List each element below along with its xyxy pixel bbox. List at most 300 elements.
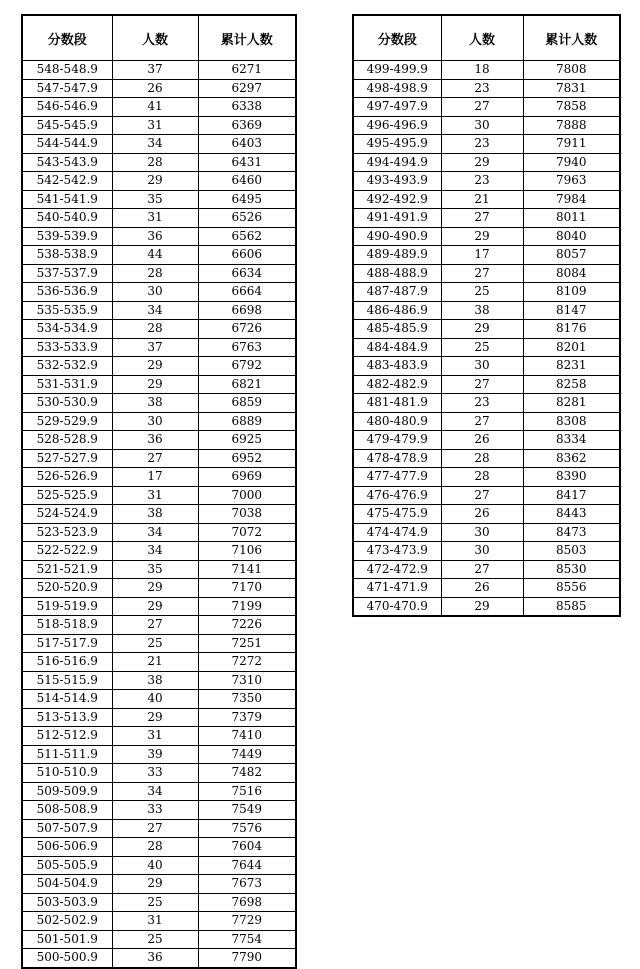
table-row <box>22 98 296 117</box>
score-range-cell: 480-480.9 <box>353 412 441 431</box>
score-table-right <box>352 14 621 617</box>
count-cell: 29 <box>441 227 523 246</box>
cumulative-cell: 7310 <box>198 671 296 690</box>
table-row <box>353 523 620 542</box>
cumulative-cell: 6403 <box>198 135 296 154</box>
table-row <box>22 745 296 764</box>
score-range-cell: 499-499.9 <box>353 61 441 80</box>
count-cell: 28 <box>112 264 198 283</box>
cumulative-cell: 7729 <box>198 912 296 931</box>
count-cell: 31 <box>112 727 198 746</box>
cumulative-cell: 7888 <box>523 116 620 135</box>
table-row <box>22 912 296 931</box>
table-body-right <box>353 61 620 617</box>
count-cell: 25 <box>112 893 198 912</box>
table-row <box>353 542 620 561</box>
score-range-cell: 542-542.9 <box>22 172 112 191</box>
table-row <box>22 930 296 949</box>
cumulative-cell: 8057 <box>523 246 620 265</box>
table-row <box>22 579 296 598</box>
score-range-cell: 472-472.9 <box>353 560 441 579</box>
table-row <box>22 616 296 635</box>
score-range-cell: 516-516.9 <box>22 653 112 672</box>
score-range-cell: 545-545.9 <box>22 116 112 135</box>
table-row <box>22 338 296 357</box>
table-row <box>22 560 296 579</box>
score-range-cell: 508-508.9 <box>22 801 112 820</box>
count-cell: 27 <box>441 98 523 117</box>
cumulative-cell: 7482 <box>198 764 296 783</box>
count-cell: 37 <box>112 338 198 357</box>
table-row <box>22 671 296 690</box>
score-range-cell: 541-541.9 <box>22 190 112 209</box>
score-range-cell: 490-490.9 <box>353 227 441 246</box>
cumulative-cell: 7940 <box>523 153 620 172</box>
table-row <box>22 246 296 265</box>
score-range-cell: 536-536.9 <box>22 283 112 302</box>
table-row <box>353 357 620 376</box>
table-row <box>353 79 620 98</box>
table-row <box>353 468 620 487</box>
cumulative-cell: 8084 <box>523 264 620 283</box>
count-cell: 40 <box>112 690 198 709</box>
cumulative-cell: 8040 <box>523 227 620 246</box>
cumulative-cell: 6460 <box>198 172 296 191</box>
cumulative-cell: 8417 <box>523 486 620 505</box>
table-row <box>353 375 620 394</box>
score-range-cell: 523-523.9 <box>22 523 112 542</box>
score-range-cell: 477-477.9 <box>353 468 441 487</box>
table-row <box>22 320 296 339</box>
count-cell: 33 <box>112 764 198 783</box>
cumulative-cell: 8308 <box>523 412 620 431</box>
cumulative-cell: 7808 <box>523 61 620 80</box>
header-count: 人数 <box>112 15 198 61</box>
table-row <box>22 468 296 487</box>
table-row <box>353 394 620 413</box>
cumulative-cell: 7673 <box>198 875 296 894</box>
score-range-cell: 522-522.9 <box>22 542 112 561</box>
cumulative-cell: 8258 <box>523 375 620 394</box>
score-range-cell: 507-507.9 <box>22 819 112 838</box>
cumulative-cell: 7790 <box>198 949 296 968</box>
score-range-cell: 476-476.9 <box>353 486 441 505</box>
count-cell: 25 <box>441 283 523 302</box>
table-row <box>22 153 296 172</box>
table-row <box>353 597 620 616</box>
count-cell: 25 <box>441 338 523 357</box>
cumulative-cell: 7350 <box>198 690 296 709</box>
count-cell: 21 <box>112 653 198 672</box>
count-cell: 28 <box>112 153 198 172</box>
cumulative-cell: 6889 <box>198 412 296 431</box>
cumulative-cell: 8390 <box>523 468 620 487</box>
table-row <box>22 875 296 894</box>
score-range-cell: 487-487.9 <box>353 283 441 302</box>
score-table-left <box>21 14 297 969</box>
cumulative-cell: 7698 <box>198 893 296 912</box>
count-cell: 30 <box>112 283 198 302</box>
cumulative-cell: 6969 <box>198 468 296 487</box>
table-row <box>353 135 620 154</box>
count-cell: 44 <box>112 246 198 265</box>
score-range-cell: 486-486.9 <box>353 301 441 320</box>
score-range-cell: 531-531.9 <box>22 375 112 394</box>
count-cell: 27 <box>441 560 523 579</box>
table-row <box>22 634 296 653</box>
count-cell: 27 <box>112 819 198 838</box>
score-range-cell: 504-504.9 <box>22 875 112 894</box>
table-row <box>353 227 620 246</box>
score-range-cell: 515-515.9 <box>22 671 112 690</box>
score-range-cell: 492-492.9 <box>353 190 441 209</box>
cumulative-cell: 7858 <box>523 98 620 117</box>
cumulative-cell: 8473 <box>523 523 620 542</box>
table-row <box>22 135 296 154</box>
count-cell: 23 <box>441 394 523 413</box>
table-row <box>353 320 620 339</box>
score-range-cell: 479-479.9 <box>353 431 441 450</box>
score-range-cell: 514-514.9 <box>22 690 112 709</box>
count-cell: 30 <box>441 523 523 542</box>
cumulative-cell: 6606 <box>198 246 296 265</box>
count-cell: 37 <box>112 61 198 80</box>
score-range-cell: 517-517.9 <box>22 634 112 653</box>
table-row <box>22 727 296 746</box>
count-cell: 29 <box>112 172 198 191</box>
count-cell: 23 <box>441 172 523 191</box>
cumulative-cell: 7170 <box>198 579 296 598</box>
cumulative-cell: 6495 <box>198 190 296 209</box>
table-row <box>22 172 296 191</box>
count-cell: 28 <box>112 320 198 339</box>
score-range-cell: 510-510.9 <box>22 764 112 783</box>
count-cell: 17 <box>441 246 523 265</box>
table-row <box>22 357 296 376</box>
count-cell: 38 <box>112 505 198 524</box>
score-range-cell: 506-506.9 <box>22 838 112 857</box>
cumulative-cell: 7072 <box>198 523 296 542</box>
score-range-cell: 525-525.9 <box>22 486 112 505</box>
cumulative-cell: 7251 <box>198 634 296 653</box>
score-range-cell: 548-548.9 <box>22 61 112 80</box>
table-row <box>22 838 296 857</box>
score-range-cell: 483-483.9 <box>353 357 441 376</box>
cumulative-cell: 7410 <box>198 727 296 746</box>
cumulative-cell: 7199 <box>198 597 296 616</box>
cumulative-cell: 6925 <box>198 431 296 450</box>
score-range-cell: 521-521.9 <box>22 560 112 579</box>
count-cell: 41 <box>112 98 198 117</box>
header-row <box>22 15 296 61</box>
cumulative-cell: 7272 <box>198 653 296 672</box>
table-row <box>22 412 296 431</box>
table-row <box>22 264 296 283</box>
score-range-cell: 494-494.9 <box>353 153 441 172</box>
count-cell: 21 <box>441 190 523 209</box>
count-cell: 29 <box>441 597 523 616</box>
count-cell: 26 <box>441 431 523 450</box>
cumulative-cell: 6792 <box>198 357 296 376</box>
score-range-cell: 547-547.9 <box>22 79 112 98</box>
count-cell: 27 <box>441 412 523 431</box>
table-row <box>22 375 296 394</box>
count-cell: 29 <box>441 153 523 172</box>
cumulative-cell: 6526 <box>198 209 296 228</box>
score-range-cell: 505-505.9 <box>22 856 112 875</box>
table-row <box>353 172 620 191</box>
count-cell: 29 <box>112 597 198 616</box>
score-range-cell: 496-496.9 <box>353 116 441 135</box>
count-cell: 29 <box>112 875 198 894</box>
table-row <box>353 338 620 357</box>
count-cell: 25 <box>112 930 198 949</box>
cumulative-cell: 8585 <box>523 597 620 616</box>
cumulative-cell: 8556 <box>523 579 620 598</box>
count-cell: 36 <box>112 227 198 246</box>
count-cell: 29 <box>112 708 198 727</box>
table-row <box>22 690 296 709</box>
table-row <box>22 523 296 542</box>
cumulative-cell: 7604 <box>198 838 296 857</box>
count-cell: 34 <box>112 135 198 154</box>
score-range-cell: 532-532.9 <box>22 357 112 376</box>
table-row <box>353 301 620 320</box>
count-cell: 28 <box>441 468 523 487</box>
cumulative-cell: 6859 <box>198 394 296 413</box>
table-row <box>22 819 296 838</box>
cumulative-cell: 8443 <box>523 505 620 524</box>
count-cell: 29 <box>112 357 198 376</box>
table-row <box>22 283 296 302</box>
table-row <box>22 227 296 246</box>
table-row <box>22 190 296 209</box>
score-range-cell: 527-527.9 <box>22 449 112 468</box>
count-cell: 28 <box>441 449 523 468</box>
count-cell: 30 <box>441 116 523 135</box>
cumulative-cell: 7000 <box>198 486 296 505</box>
count-cell: 34 <box>112 301 198 320</box>
score-range-cell: 544-544.9 <box>22 135 112 154</box>
score-range-cell: 534-534.9 <box>22 320 112 339</box>
count-cell: 31 <box>112 209 198 228</box>
count-cell: 30 <box>441 357 523 376</box>
count-cell: 38 <box>112 394 198 413</box>
table-row <box>22 801 296 820</box>
count-cell: 27 <box>112 616 198 635</box>
cumulative-cell: 6821 <box>198 375 296 394</box>
cumulative-cell: 8176 <box>523 320 620 339</box>
score-range-cell: 537-537.9 <box>22 264 112 283</box>
count-cell: 17 <box>112 468 198 487</box>
table-row <box>22 856 296 875</box>
score-range-cell: 540-540.9 <box>22 209 112 228</box>
count-cell: 31 <box>112 486 198 505</box>
count-cell: 27 <box>441 264 523 283</box>
score-range-cell: 511-511.9 <box>22 745 112 764</box>
table-row <box>22 61 296 80</box>
count-cell: 26 <box>441 579 523 598</box>
cumulative-cell: 7516 <box>198 782 296 801</box>
count-cell: 25 <box>112 634 198 653</box>
cumulative-cell: 6369 <box>198 116 296 135</box>
table-row <box>22 708 296 727</box>
count-cell: 34 <box>112 523 198 542</box>
count-cell: 26 <box>441 505 523 524</box>
table-row <box>353 153 620 172</box>
count-cell: 40 <box>112 856 198 875</box>
score-range-cell: 474-474.9 <box>353 523 441 542</box>
table-row <box>353 449 620 468</box>
table-row <box>22 449 296 468</box>
cumulative-cell: 7644 <box>198 856 296 875</box>
count-cell: 27 <box>441 375 523 394</box>
table-row <box>353 61 620 80</box>
score-range-cell: 528-528.9 <box>22 431 112 450</box>
table-row <box>22 486 296 505</box>
score-range-cell: 502-502.9 <box>22 912 112 931</box>
table-row <box>22 782 296 801</box>
cumulative-cell: 8147 <box>523 301 620 320</box>
score-range-cell: 518-518.9 <box>22 616 112 635</box>
score-range-cell: 535-535.9 <box>22 301 112 320</box>
count-cell: 38 <box>441 301 523 320</box>
score-range-cell: 485-485.9 <box>353 320 441 339</box>
table-row <box>22 764 296 783</box>
table-row <box>353 246 620 265</box>
table-row <box>353 190 620 209</box>
count-cell: 27 <box>441 209 523 228</box>
score-range-cell: 481-481.9 <box>353 394 441 413</box>
table-row <box>22 431 296 450</box>
score-range-cell: 475-475.9 <box>353 505 441 524</box>
score-range-cell: 497-497.9 <box>353 98 441 117</box>
table-row <box>353 116 620 135</box>
cumulative-cell: 7754 <box>198 930 296 949</box>
score-range-cell: 488-488.9 <box>353 264 441 283</box>
header-score-range: 分数段 <box>22 15 112 61</box>
cumulative-cell: 8109 <box>523 283 620 302</box>
count-cell: 35 <box>112 190 198 209</box>
cumulative-cell: 6664 <box>198 283 296 302</box>
score-range-cell: 538-538.9 <box>22 246 112 265</box>
table-row <box>353 209 620 228</box>
cumulative-cell: 8231 <box>523 357 620 376</box>
count-cell: 36 <box>112 949 198 968</box>
score-range-cell: 543-543.9 <box>22 153 112 172</box>
score-range-cell: 484-484.9 <box>353 338 441 357</box>
count-cell: 29 <box>112 579 198 598</box>
table-row <box>353 412 620 431</box>
score-range-cell: 524-524.9 <box>22 505 112 524</box>
score-range-cell: 500-500.9 <box>22 949 112 968</box>
score-range-cell: 529-529.9 <box>22 412 112 431</box>
cumulative-cell: 8281 <box>523 394 620 413</box>
count-cell: 30 <box>112 412 198 431</box>
cumulative-cell: 7038 <box>198 505 296 524</box>
cumulative-cell: 7379 <box>198 708 296 727</box>
count-cell: 29 <box>441 320 523 339</box>
count-cell: 28 <box>112 838 198 857</box>
table-row <box>22 949 296 968</box>
table-row <box>353 431 620 450</box>
cumulative-cell: 6698 <box>198 301 296 320</box>
cumulative-cell: 7576 <box>198 819 296 838</box>
count-cell: 23 <box>441 79 523 98</box>
cumulative-cell: 8201 <box>523 338 620 357</box>
table-row <box>22 116 296 135</box>
cumulative-cell: 6952 <box>198 449 296 468</box>
score-range-cell: 520-520.9 <box>22 579 112 598</box>
header-count: 人数 <box>441 15 523 61</box>
cumulative-cell: 7911 <box>523 135 620 154</box>
cumulative-cell: 8503 <box>523 542 620 561</box>
count-cell: 26 <box>112 79 198 98</box>
score-range-cell: 519-519.9 <box>22 597 112 616</box>
table-row <box>22 301 296 320</box>
count-cell: 23 <box>441 135 523 154</box>
count-cell: 33 <box>112 801 198 820</box>
table-row <box>353 283 620 302</box>
cumulative-cell: 6562 <box>198 227 296 246</box>
cumulative-cell: 6726 <box>198 320 296 339</box>
score-range-cell: 491-491.9 <box>353 209 441 228</box>
score-range-cell: 503-503.9 <box>22 893 112 912</box>
cumulative-cell: 6634 <box>198 264 296 283</box>
cumulative-cell: 8362 <box>523 449 620 468</box>
cumulative-cell: 6763 <box>198 338 296 357</box>
cumulative-cell: 8011 <box>523 209 620 228</box>
cumulative-cell: 8334 <box>523 431 620 450</box>
cumulative-cell: 7226 <box>198 616 296 635</box>
score-range-cell: 482-482.9 <box>353 375 441 394</box>
cumulative-cell: 6271 <box>198 61 296 80</box>
score-range-cell: 533-533.9 <box>22 338 112 357</box>
count-cell: 34 <box>112 542 198 561</box>
score-range-cell: 509-509.9 <box>22 782 112 801</box>
header-cumulative: 累计人数 <box>523 15 620 61</box>
table-row <box>22 597 296 616</box>
score-range-cell: 489-489.9 <box>353 246 441 265</box>
score-range-cell: 526-526.9 <box>22 468 112 487</box>
score-range-cell: 539-539.9 <box>22 227 112 246</box>
score-range-cell: 478-478.9 <box>353 449 441 468</box>
table-row <box>22 653 296 672</box>
count-cell: 29 <box>112 375 198 394</box>
cumulative-cell: 6297 <box>198 79 296 98</box>
header-row <box>353 15 620 61</box>
score-range-cell: 501-501.9 <box>22 930 112 949</box>
count-cell: 35 <box>112 560 198 579</box>
score-range-cell: 530-530.9 <box>22 394 112 413</box>
cumulative-cell: 7963 <box>523 172 620 191</box>
table-row <box>22 505 296 524</box>
table-row <box>353 98 620 117</box>
cumulative-cell: 6431 <box>198 153 296 172</box>
score-range-cell: 513-513.9 <box>22 708 112 727</box>
table-row <box>22 209 296 228</box>
score-range-cell: 546-546.9 <box>22 98 112 117</box>
count-cell: 18 <box>441 61 523 80</box>
cumulative-cell: 7106 <box>198 542 296 561</box>
cumulative-cell: 7831 <box>523 79 620 98</box>
cumulative-cell: 7449 <box>198 745 296 764</box>
score-range-cell: 471-471.9 <box>353 579 441 598</box>
header-score-range: 分数段 <box>353 15 441 61</box>
table-row <box>353 505 620 524</box>
score-range-cell: 470-470.9 <box>353 597 441 616</box>
count-cell: 31 <box>112 912 198 931</box>
